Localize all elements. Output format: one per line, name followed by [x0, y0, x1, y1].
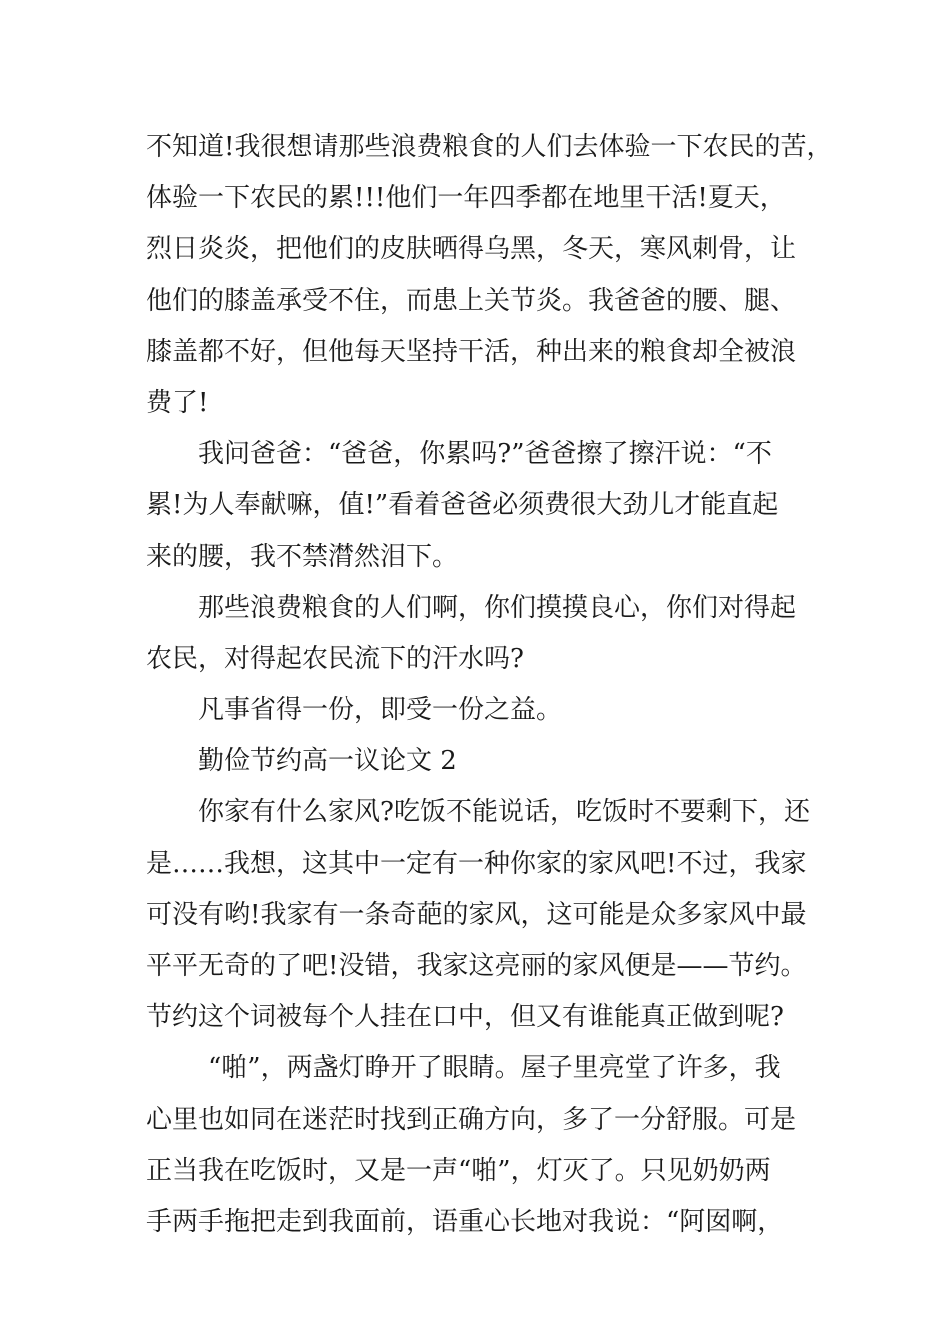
text-line: 他们的膝盖承受不住，而患上关节炎。我爸爸的腰、腿、: [146, 285, 797, 316]
text-line: 节约这个词被每个人挂在口中，但又有谁能真正做到呢?: [146, 1002, 784, 1033]
text-line: 体验一下农民的累!!!他们一年四季都在地里干活!夏天，: [146, 183, 786, 214]
text-line: 不知道!我很想请那些浪费粮食的人们去体验一下农民的苦，: [146, 132, 833, 162]
text-line: 农民，对得起农民流下的汗水吗?: [146, 643, 524, 674]
document-body: [146, 122, 833, 1248]
text-line: 手两手拖把走到我面前，语重心长地对我说：“阿囡啊，: [146, 1206, 784, 1237]
text-line: 可没有哟!我家有一条奇葩的家风，这可能是众多家风中最: [146, 899, 807, 930]
text-line: 是……我想，这其中一定有一种你家的家风吧!不过，我家: [146, 848, 807, 879]
text-line: 心里也如同在迷茫时找到正确方向，多了一分舒服。可是: [146, 1104, 797, 1135]
section-title: 勤俭节约高一议论文 2: [198, 746, 457, 777]
paragraph-start-line: 那些浪费粮食的人们啊，你们摸摸良心，你们对得起: [198, 592, 797, 623]
text-line: 费了!: [146, 387, 209, 418]
text-line: 累!为人奉献嘛，值!”看着爸爸必须费很大劲儿才能直起: [146, 490, 779, 521]
text-line: 膝盖都不好，但他每天坚持干活，种出来的粮食却全被浪: [146, 336, 797, 367]
text-line: 正当我在吃饭时，又是一声“啪”，灯灭了。只见奶奶两: [146, 1155, 771, 1186]
paragraph-start-line: 你家有什么家风?吃饭不能说话，吃饭时不要剩下，还: [198, 797, 810, 828]
text-line: 来的腰，我不禁潸然泪下。: [146, 541, 459, 572]
text-line: 烈日炎炎，把他们的皮肤晒得乌黑，冬天，寒风刺骨，让: [146, 234, 797, 265]
paragraph-start-line: 我问爸爸：“爸爸，你累吗?”爸爸擦了擦汗说：“不: [198, 439, 772, 470]
text-line: 平平无奇的了吧!没错，我家这亮丽的家风便是——节约。: [146, 951, 807, 981]
paragraph-start-line: “啪”，两盏灯睁开了眼睛。屋子里亮堂了许多，我: [208, 1053, 781, 1084]
paragraph-start-line: 凡事省得一份，即受一份之益。: [198, 695, 563, 726]
